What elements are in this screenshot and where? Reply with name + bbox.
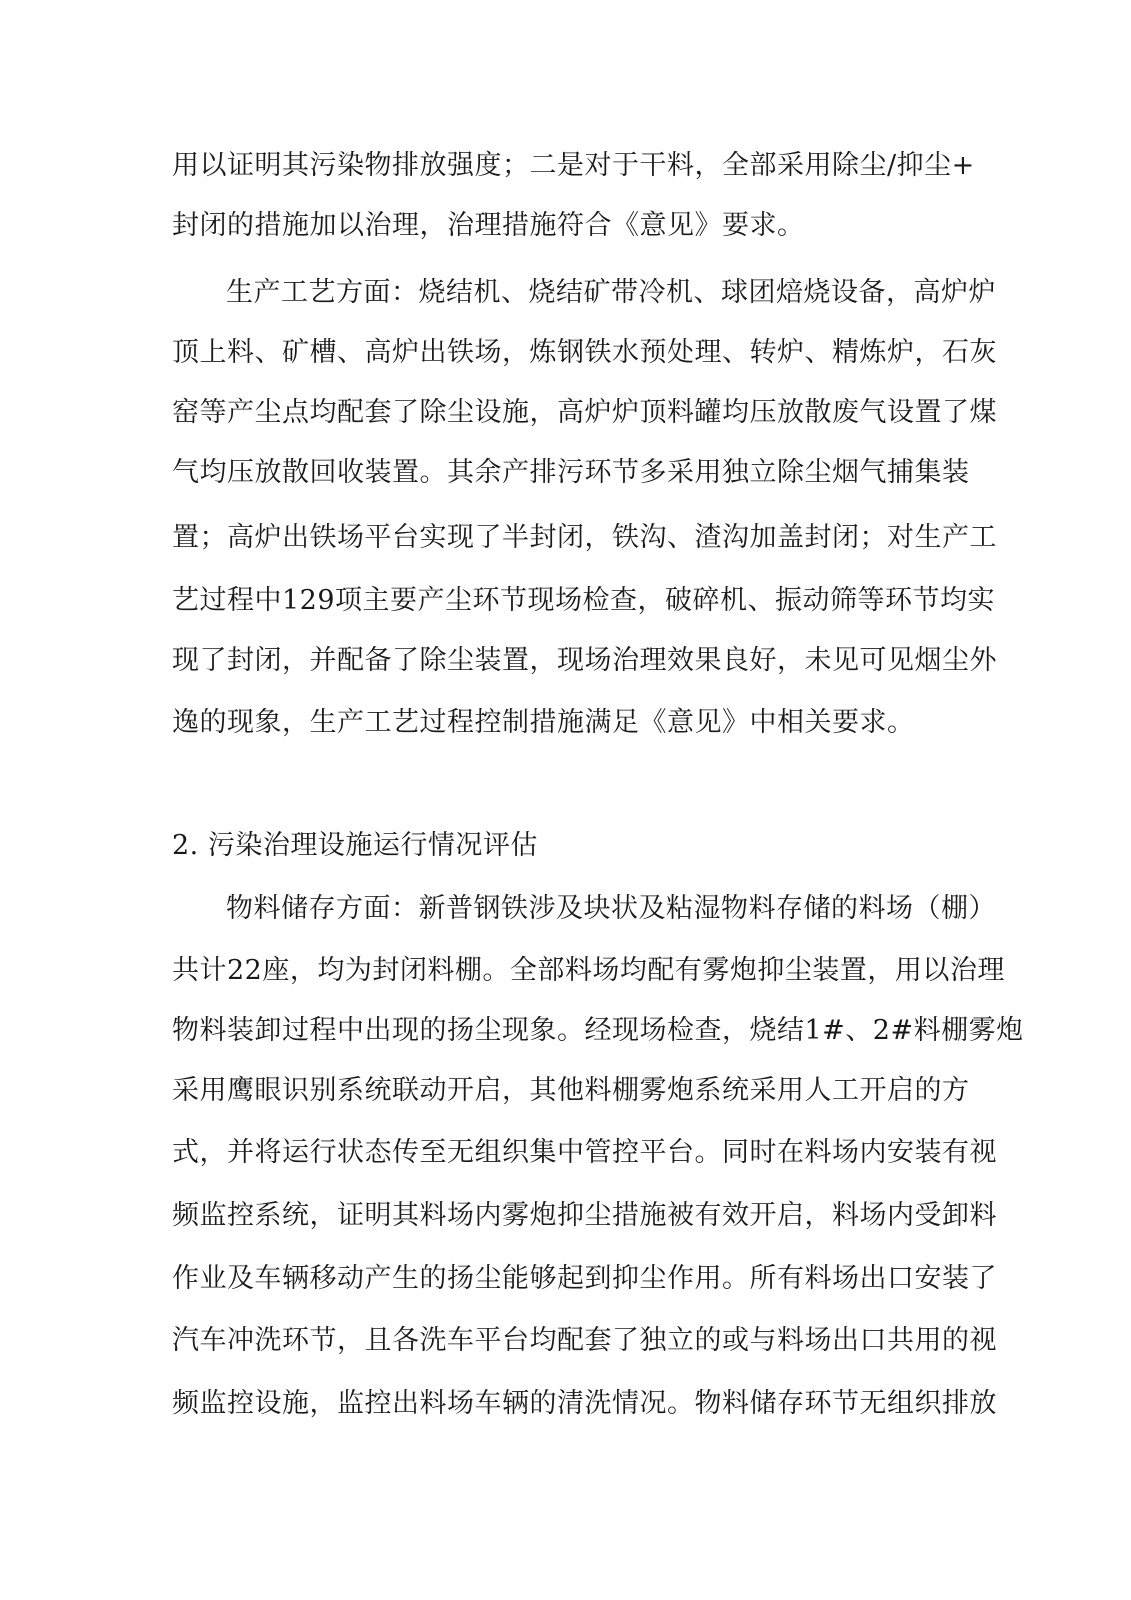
- para3-line-1: 物料储存方面：新普钢铁涉及块状及粘湿物料存储的料场（棚）: [226, 893, 996, 924]
- para2-line-8: 逸的现象，生产工艺过程控制措施满足《意见》中相关要求。: [172, 707, 915, 738]
- para3-line-7: 作业及车辆移动产生的扬尘能够起到抑尘作用。所有料场出口安装了: [172, 1263, 997, 1294]
- para2-line-3: 窑等产尘点均配套了除尘设施，高炉炉顶料罐均压放散废气设置了煤: [172, 397, 997, 428]
- para3-line-3: 物料装卸过程中出现的扬尘现象。经现场检查，烧结1#、2#料棚雾炮: [172, 1015, 1024, 1046]
- para2-line-5: 置；高炉出铁场平台实现了半封闭，铁沟、渣沟加盖封闭；对生产工: [172, 522, 997, 553]
- para2-line-2: 顶上料、矿槽、高炉出铁场，炼钢铁水预处理、转炉、精炼炉，石灰: [172, 337, 997, 368]
- para2-line-1: 生产工艺方面：烧结机、烧结矿带冷机、球团焙烧设备，高炉炉: [226, 277, 996, 308]
- para3-line-9: 频监控设施，监控出料场车辆的清洗情况。物料储存环节无组织排放: [172, 1388, 997, 1419]
- para3-line-2: 共计22座，均为封闭料棚。全部料场均配有雾炮抑尘装置，用以治理: [172, 955, 1005, 986]
- para1-line-2: 封闭的措施加以治理，治理措施符合《意见》要求。: [172, 210, 805, 241]
- para1-line-1: 用以证明其污染物排放强度；二是对于干料，全部采用除尘/抑尘+: [172, 150, 975, 181]
- para2-line-7: 现了封闭，并配备了除尘装置，现场治理效果良好，未见可见烟尘外: [172, 645, 997, 676]
- para3-line-4: 采用鹰眼识别系统联动开启，其他料棚雾炮系统采用人工开启的方: [172, 1075, 970, 1106]
- para3-line-6: 频监控系统，证明其料场内雾炮抑尘措施被有效开启，料场内受卸料: [172, 1200, 997, 1231]
- section-heading: 2. 污染治理设施运行情况评估: [172, 830, 538, 861]
- para3-line-5: 式，并将运行状态传至无组织集中管控平台。同时在料场内安装有视: [172, 1137, 997, 1168]
- para2-line-4: 气均压放散回收装置。其余产排污环节多采用独立除尘烟气捕集装: [172, 457, 970, 488]
- para3-line-8: 汽车冲洗环节，且各洗车平台均配套了独立的或与料场出口共用的视: [172, 1325, 997, 1356]
- para2-line-6: 艺过程中129项主要产尘环节现场检查，破碎机、振动筛等环节均实: [172, 585, 996, 616]
